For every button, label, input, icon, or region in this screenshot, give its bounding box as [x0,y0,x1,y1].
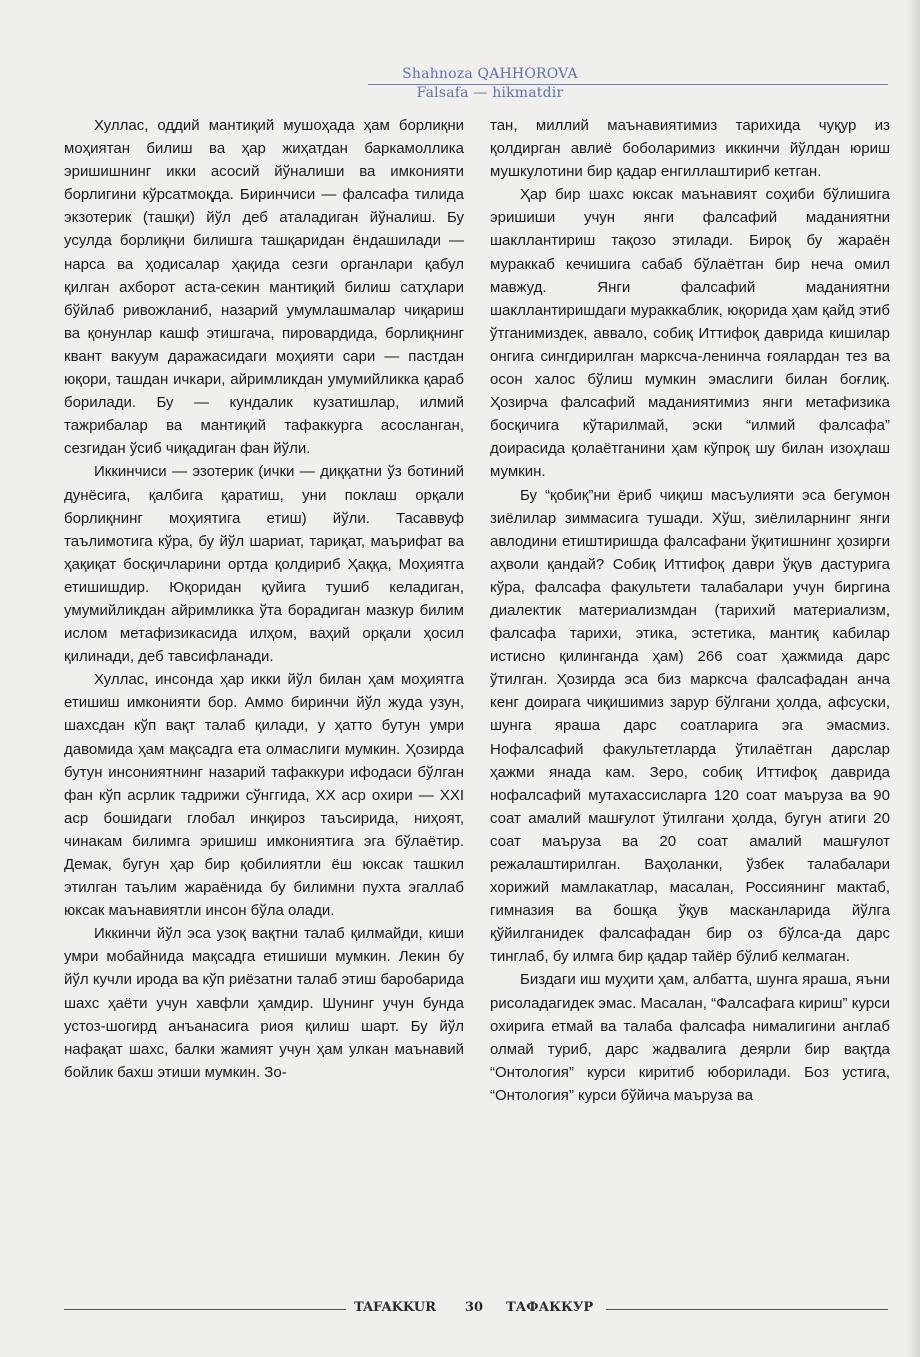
left-column [64,114,464,1084]
paragraph: Ҳар бир шахс юксак маънавият соҳиби бўлишига эришиши учун янги фалсафий маданиятни шакллантириш тақозо этилади. Бироқ бу жараён мураккаб кечишига сабаб бўлаётган бир неча омил мавжуд. Янги фалсафий маданиятни шакллантиришдаги мураккаблик, юқорида ҳам қайд этиб ўтганимиздек, аввало, собиқ Иттифоқ даврида кишилар онгига сингдирилган марксча-ленинча ғоялардан тез ва осон халос бўлиш мумкин эмаслиги билан боғлиқ. Ҳозирча фалсафий маданиятимиз янги метафизика босқичига кўтарилмай, эски “илмий фалсафа” доирасида қолаётганини ҳам кўпроқ шу билан изоҳлаш мумкин. [490,186,890,481]
page-edge-shadow [906,0,920,1357]
footer-label-cyrillic: ТАФАККУР [506,1300,594,1315]
paragraph: Бу “қобиқ”ни ёриб чиқиш масъулияти эса бегумон зиёлилар зиммасига тушади. Хўш, зиёлиларнинг янги авлодини етиштиришда фалсафани ўқитишнинг ҳозирги аҳволи қандай? Собиқ Иттифоқ даври ўқув дастурига кўра, фалсафа факультети талабалари учун биргина диалектик материализмдан (тарихий материализм, фалсафа тарихи, этика, эстетика, мантиқ кабилар истисно қилинганда ҳам) 266 соат ҳажмида дарс ўтилган. Ҳозирда эса биз марксча фалсафадан анча кенг доирага чиқишимиз зарур бўлгани ҳолда, афсуски, шунга яраша дарс соатларига эга эмасмиз. Нофалсафий факультетларда ўтилаётган дарслар ҳажми янада кам. Зеро, собиқ Иттифоқ даврида нофалсафий мутахассисларга 120 соат маъруза ва 90 соат амалий машғулот ўтилгани ҳолда, бугун атиги 20 соат маъруза ва 20 соат амалий машғулот режалаштирилган. Ваҳоланки, ўзбек талабалари хорижий мамлакатлар, масалан, Россиянинг мактаб, гимназия ва бошқа ўқув масканларида йўлга қўйилганидек фалсафадан бир оз бўлса-да дарс тинглаб, бу илмга бир қадар тайёр бўлиб келмаган. [490,486,890,966]
paragraph-continued: тан, миллий маънавиятимиз тарихида чуқур из қолдирган авлиё боболаримиз иккинчи йўлдан юриш мушкулотини бир қадар енгиллаштириб кетган. [490,117,890,181]
footer-label-latin: TAFAKKUR [354,1300,436,1315]
page-number: 30 [465,1300,484,1315]
paragraph: Иккинчи йўл эса узоқ вақтни талаб қилмайди, киши умри мобайнида мақсадга етишиши мумкин. Лекин бу йўл кучли ирода ва кўп риёзатни талаб этиш баробарида шахс ҳаёти учун хавфли ҳамдир. Шунинг учун бунда устоз-шогирд анъанасига риоя қилиш шарт. Бу йўл нафақат шахс, балки жамият учун ҳам улкан маънавий бойлик бахш этиши мумкин. Зо- [64,925,464,1081]
paragraph: Хуллас, инсонда ҳар икки йўл билан ҳам моҳиятга етишиш имконияти бор. Аммо биринчи йўл жуда узун, шахсдан кўп вақт талаб қилади, у ҳатто бутун умри давомида ҳам мақсадга ета олмаслиги мумкин. Ҳозирда бутун инсониятнинг назарий тафаккури ифодаси бўлган фан кўп асрлик тадрижи сўнггида, XX аср охири — XXI аср бошидаги глобал инқироз таъсирида, ниҳоят, чинакам билимга эришиш имкониятига эга бўлаётир. Демак, бугун ҳар бир қобилиятли ёш юксак ташкил этилган таълим жараёнида бу билимни пухта эгаллаб юксак маънавиятли инсон бўла олади. [64,671,464,920]
paragraph: Хуллас, оддий мантиқий мушоҳада ҳам борлиқни моҳиятан билиш ва ҳар жиҳатдан баркамоллика эришишнинг икки асосий йўналиши ва имконияти борлигини кўрсатмоқда. Биринчиси — фалсафа тилида экзотерик (ташқи) йўл деб аталадиган йўналиш. Бу усулда борлиқни билишга ташқаридан ёндашилади — нарса ва ҳодисалар ҳақида сезги органлари қабул қилган ахборот аста-секин мантиқий билиш сатҳлари бўйлаб ривожланиб, назарий умумлашмалар чиқариш ва қонунлар кашф этишгача, пировардида, борлиқнинг квант вакуум даражасидаги моҳияти сари — пастдан юқори, ташдан ичкари, айримликдан умумийликка қараб борилади. Бу — кундалик кузатишлар, илмий тажрибалар ва мантиқий тафаккурга асосланган, сезгидан ўсиб чиқадиган фан йўли. [64,117,464,458]
running-header [0,64,920,108]
header-author: Shahnoza QAHHOROVA [402,66,578,82]
page-footer [0,1297,920,1321]
footer-rule-right [606,1309,888,1310]
footer-rule-left [64,1309,346,1310]
paragraph: Биздаги иш муҳити ҳам, албатта, шунга яраша, яъни рисоладагидек эмас. Масалан, “Фалсафага кириш” курси охирига етмай ва талаба фалсафа нималигини англаб олмай туриб, дарс жадвалига деярли бир вақтда “Онтология” курси киритиб юборилади. Боз устига, “Онтология” курси бўйича маъруза ва [490,971,890,1104]
header-section: Falsafa — hikmatdir [416,85,564,101]
right-column [490,114,890,1107]
paragraph: Иккинчиси — эзотерик (ички — диққатни ўз ботиний дунёсига, қалбига қаратиш, уни поклаш орқали борлиқнинг моҳиятига етиш) йўли. Тасаввуф таълимотига кўра, бу йўл шариат, тариқат, маърифат ва ҳақиқат босқичларини ортда қолдириб Ҳаққа, Моҳиятга етишишдир. Юқоридан қуйига тушиб келадиган, умумийликдан айримликка ўта борадиган мазкур билим ислом метафизикасида илҳом, ваҳий орқали ҳосил қилинади, деб тавсифланади. [64,463,464,666]
